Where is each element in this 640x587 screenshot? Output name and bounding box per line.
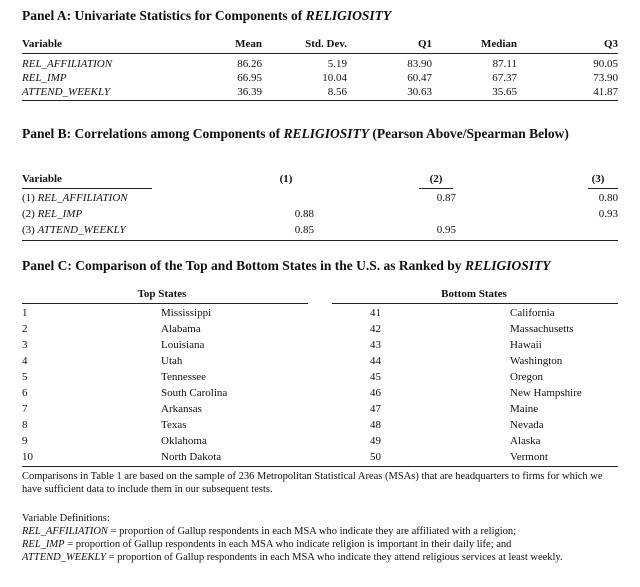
corr-col-2: 0.87 [436,192,456,204]
corr-col-2: 0.95 [436,224,456,236]
table-row [22,402,618,416]
panel-c-header-row [22,287,618,301]
bottom-rank: 50 [370,451,381,463]
bottom-state-name: California [510,307,555,319]
definitions-heading: Variable Definitions: [22,513,110,524]
table-note [22,470,618,496]
bottom-rank: 49 [370,435,381,447]
top-state-name: Tennessee [161,371,207,383]
top-states-rule [22,303,308,304]
col-header-median: Median [480,38,517,50]
table-row [22,306,618,320]
corr-col-1: 0.88 [294,208,314,220]
top-state-name: South Carolina [161,387,228,399]
table-row [22,354,618,368]
col-header-q3: Q3 [603,38,618,50]
col-header-variable: Variable [22,38,62,50]
top-state-name: Alabama [161,323,201,335]
top-state-name: North Dakota [161,451,222,463]
variable-name: (3) ATTEND_WEEKLY [22,224,126,236]
panel-a-bottom-rule [22,100,618,101]
table-row [22,450,618,464]
table-row [22,57,618,71]
q3-value: 73.90 [593,72,618,84]
q3-value: 90.05 [593,58,618,70]
col-header-q1: Q1 [417,38,432,50]
top-state-name: Mississippi [161,307,212,319]
q1-value: 83.90 [407,58,432,70]
col-header-std-dev: Std. Dev. [305,38,347,50]
top-rank: 6 [22,387,28,399]
table-row [22,370,618,384]
table-row [22,223,618,237]
col-header-3: (3) [591,173,605,185]
q1-value: 60.47 [407,72,432,84]
corr-col-3: 0.93 [598,208,618,220]
table-row [22,386,618,400]
std-dev-value: 8.56 [327,86,347,98]
variable-name: ATTEND_WEEKLY [22,86,110,98]
q1-value: 30.63 [407,86,432,98]
bottom-state-name: Washington [510,355,563,367]
corr-col-1: 0.85 [294,224,314,236]
bottom-rank: 44 [370,355,381,367]
panel-b-title: Panel B: Correlations among Components of RELIGIOSITY (Pearson Above/Spearman Below) [22,126,569,141]
variable-name: REL_IMP [22,72,67,84]
bottom-rank: 43 [370,339,381,351]
table-row [22,434,618,448]
std-dev-value: 5.19 [327,58,347,70]
corr-col-3: 0.80 [598,192,618,204]
definition-item: REL_IMP = proportion of Gallup respondents in each MSA who indicate religion is important in their daily life; and [22,539,512,550]
table-row [22,338,618,352]
top-state-name: Utah [161,355,183,367]
table-row [22,191,618,205]
mean-value: 86.26 [237,58,262,70]
top-state-name: Texas [161,419,187,431]
top-states-header: Top States [137,288,187,300]
variable-name: REL_AFFILIATION [22,58,113,70]
panel-c-title: Panel C: Comparison of the Top and Bottom States in the U.S. as Ranked by RELIGIOSITY [22,258,551,273]
top-rank: 7 [22,403,28,415]
variable-header-rule [22,188,152,189]
col-header-2: (2) [429,173,443,185]
col-header-variable: Variable [22,173,62,185]
mean-value: 36.39 [237,86,262,98]
panel-a-header-row [22,37,618,51]
top-rank: 1 [22,307,28,319]
table-row [22,207,618,221]
top-state-name: Arkansas [161,403,202,415]
top-rank: 5 [22,371,28,383]
bottom-state-name: Alaska [510,435,541,447]
top-rank: 3 [22,339,28,351]
top-state-name: Oklahoma [161,435,207,447]
top-rank: 2 [22,323,28,335]
table-row [22,71,618,85]
bottom-state-name: Vermont [510,451,548,463]
top-rank: 10 [22,451,33,463]
median-value: 67.37 [492,72,517,84]
q3-value: 41.87 [593,86,618,98]
top-rank: 9 [22,435,28,447]
panel-b-bottom-rule [22,240,618,241]
bottom-rank: 46 [370,387,381,399]
col-3-header-rule [588,188,618,189]
panel-a-header-rule [22,53,618,54]
median-value: 87.11 [492,58,517,70]
median-value: 35.65 [492,86,517,98]
bottom-state-name: New Hampshire [510,387,582,399]
col-2-header-rule [419,188,453,189]
panel-a-title: Panel A: Univariate Statistics for Components of RELIGIOSITY [22,8,392,23]
variable-name: (2) REL_IMP [22,208,83,220]
top-state-name: Louisiana [161,339,205,351]
definition-item: REL_AFFILIATION = proportion of Gallup respondents in each MSA who indicate they are affiliated with a religion; [22,526,517,537]
col-header-mean: Mean [235,38,262,50]
bottom-rank: 42 [370,323,381,335]
variable-name: (1) REL_AFFILIATION [22,192,128,204]
definition-item: ATTEND_WEEKLY = proportion of Gallup respondents in each MSA who indicate they attend religious services at least weekly. [22,552,563,563]
table-row [22,85,618,99]
top-rank: 4 [22,355,28,367]
bottom-state-name: Massachusetts [510,323,574,335]
variable-definitions [22,512,618,564]
bottom-state-name: Maine [510,403,539,415]
panel-c-bottom-rule [22,466,618,467]
top-rank: 8 [22,419,28,431]
comparison-note: Comparisons in Table 1 are based on the sample of 236 Metropolitan Statistical Areas (MSAs) that are headquarters to firms for which we have sufficient data to include them in our subsequent tests. [22,471,603,495]
bottom-state-name: Oregon [510,371,543,383]
bottom-states-header: Bottom States [441,288,507,300]
bottom-rank: 47 [370,403,381,415]
bottom-state-name: Hawaii [510,339,542,351]
bottom-rank: 41 [370,307,381,319]
std-dev-value: 10.04 [322,72,347,84]
bottom-rank: 45 [370,371,381,383]
bottom-state-name: Nevada [510,419,544,431]
table-row [22,418,618,432]
col-header-1: (1) [279,173,293,185]
panel-b-header-row [22,172,618,186]
mean-value: 66.95 [237,72,262,84]
bottom-rank: 48 [370,419,381,431]
bottom-states-rule [332,303,618,304]
table-row [22,322,618,336]
